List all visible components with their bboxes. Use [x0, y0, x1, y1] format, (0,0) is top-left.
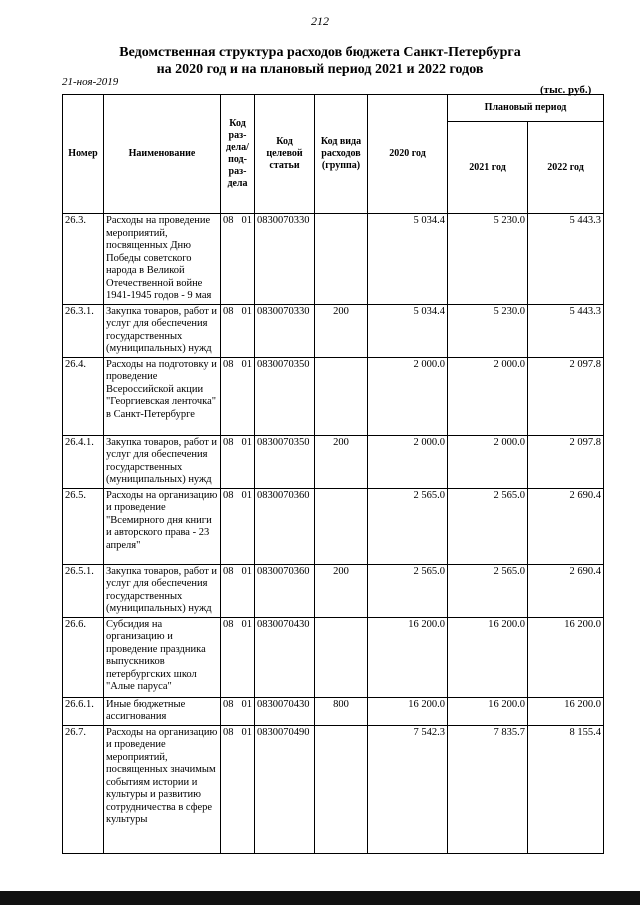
table-row	[63, 697, 604, 725]
header-year-2022: 2022 год	[528, 122, 604, 214]
row-section: 08 01	[221, 725, 255, 853]
title-line-2: на 2020 год и на плановый период 2021 и 2022 годов	[156, 62, 484, 77]
row-name: Расходы на организацию и проведение мероприятий, посвященных значимым событиям истории и культуры и развитию сотрудничества в сфере культуры	[104, 725, 221, 853]
row-target: 0830070350	[255, 435, 315, 488]
page-number: 212	[311, 14, 329, 28]
row-2020: 2 000.0	[368, 357, 448, 435]
row-expense-type: 200	[315, 304, 368, 357]
row-section: 08 01	[221, 304, 255, 357]
row-2022: 8 155.4	[528, 725, 604, 853]
table-row	[63, 435, 604, 488]
row-name: Расходы на проведение мероприятий, посвященных Дню Победы советского народа в Великой Отечественной войне 1941-1945 годов - 9 мая	[104, 214, 221, 305]
row-target: 0830070360	[255, 564, 315, 617]
row-2020: 5 034.4	[368, 304, 448, 357]
row-target: 0830070490	[255, 725, 315, 853]
table-row	[63, 488, 604, 564]
row-expense-type: 800	[315, 697, 368, 725]
header-year-2020: 2020 год	[368, 95, 448, 214]
row-section: 08 01	[221, 435, 255, 488]
row-number: 26.5.1.	[63, 564, 104, 617]
row-number: 26.6.1.	[63, 697, 104, 725]
row-expense-type	[315, 357, 368, 435]
scan-bottom-edge	[0, 891, 640, 905]
row-2022: 5 443.3	[528, 304, 604, 357]
header-year-2021: 2021 год	[448, 122, 528, 214]
header-section: Код раз-дела/ под-раз-дела	[221, 95, 255, 214]
row-section: 08 01	[221, 357, 255, 435]
row-target: 0830070430	[255, 617, 315, 697]
row-2021: 2 565.0	[448, 564, 528, 617]
row-2020: 2 565.0	[368, 488, 448, 564]
table-row	[63, 564, 604, 617]
row-section: 08 01	[221, 214, 255, 305]
row-2021: 16 200.0	[448, 697, 528, 725]
row-number: 26.6.	[63, 617, 104, 697]
row-name: Закупка товаров, работ и услуг для обеспечения государственных (муниципальных) нужд	[104, 564, 221, 617]
row-target: 0830070330	[255, 214, 315, 305]
row-2020: 5 034.4	[368, 214, 448, 305]
row-name: Расходы на организацию и проведение "Всемирного дня книги и авторского права - 23 апреля"	[104, 488, 221, 564]
table-row	[63, 725, 604, 853]
row-name: Закупка товаров, работ и услуг для обеспечения государственных (муниципальных) нужд	[104, 435, 221, 488]
row-2021: 2 000.0	[448, 357, 528, 435]
row-number: 26.4.	[63, 357, 104, 435]
row-number: 26.4.1.	[63, 435, 104, 488]
row-2020: 16 200.0	[368, 697, 448, 725]
table-row	[63, 617, 604, 697]
row-2021: 7 835.7	[448, 725, 528, 853]
row-name: Иные бюджетные ассигнования	[104, 697, 221, 725]
row-section: 08 01	[221, 564, 255, 617]
row-2022: 2 690.4	[528, 564, 604, 617]
row-section: 08 01	[221, 697, 255, 725]
table-row	[63, 304, 604, 357]
row-expense-type	[315, 214, 368, 305]
row-2022: 16 200.0	[528, 697, 604, 725]
row-target: 0830070330	[255, 304, 315, 357]
row-number: 26.7.	[63, 725, 104, 853]
budget-table	[62, 94, 604, 854]
table-row	[63, 357, 604, 435]
row-2021: 5 230.0	[448, 214, 528, 305]
row-2022: 5 443.3	[528, 214, 604, 305]
row-number: 26.5.	[63, 488, 104, 564]
row-name: Субсидия на организацию и проведение праздника выпускников петербургских школ "Алые паруса"	[104, 617, 221, 697]
row-number: 26.3.	[63, 214, 104, 305]
row-section: 08 01	[221, 617, 255, 697]
row-number: 26.3.1.	[63, 304, 104, 357]
row-expense-type	[315, 617, 368, 697]
row-2022: 16 200.0	[528, 617, 604, 697]
document-title	[0, 44, 640, 78]
row-expense-type	[315, 725, 368, 853]
table-row	[63, 214, 604, 305]
document-date: 21-ноя-2019	[62, 76, 119, 88]
row-name: Закупка товаров, работ и услуг для обеспечения государственных (муниципальных) нужд	[104, 304, 221, 357]
row-2021: 16 200.0	[448, 617, 528, 697]
row-expense-type	[315, 488, 368, 564]
row-2020: 2 565.0	[368, 564, 448, 617]
header-number: Номер	[63, 95, 104, 214]
row-target: 0830070350	[255, 357, 315, 435]
row-2020: 16 200.0	[368, 617, 448, 697]
header-name: Наименование	[104, 95, 221, 214]
row-name: Расходы на подготовку и проведение Всероссийской акции "Георгиевская ленточка" в Санкт-Петербурге	[104, 357, 221, 435]
row-2022: 2 690.4	[528, 488, 604, 564]
header-target: Код целевой статьи	[255, 95, 315, 214]
row-2022: 2 097.8	[528, 435, 604, 488]
title-line-1: Ведомственная структура расходов бюджета Санкт-Петербурга	[119, 45, 521, 60]
units-label: (тыс. руб.)	[540, 84, 592, 96]
row-2021: 2 000.0	[448, 435, 528, 488]
row-expense-type: 200	[315, 564, 368, 617]
row-target: 0830070430	[255, 697, 315, 725]
row-2020: 2 000.0	[368, 435, 448, 488]
row-expense-type: 200	[315, 435, 368, 488]
header-expense-type: Код вида расходов (группа)	[315, 95, 368, 214]
row-2020: 7 542.3	[368, 725, 448, 853]
row-2021: 2 565.0	[448, 488, 528, 564]
header-planned-period: Плановый период	[448, 95, 604, 122]
row-target: 0830070360	[255, 488, 315, 564]
row-2022: 2 097.8	[528, 357, 604, 435]
row-section: 08 01	[221, 488, 255, 564]
row-2021: 5 230.0	[448, 304, 528, 357]
